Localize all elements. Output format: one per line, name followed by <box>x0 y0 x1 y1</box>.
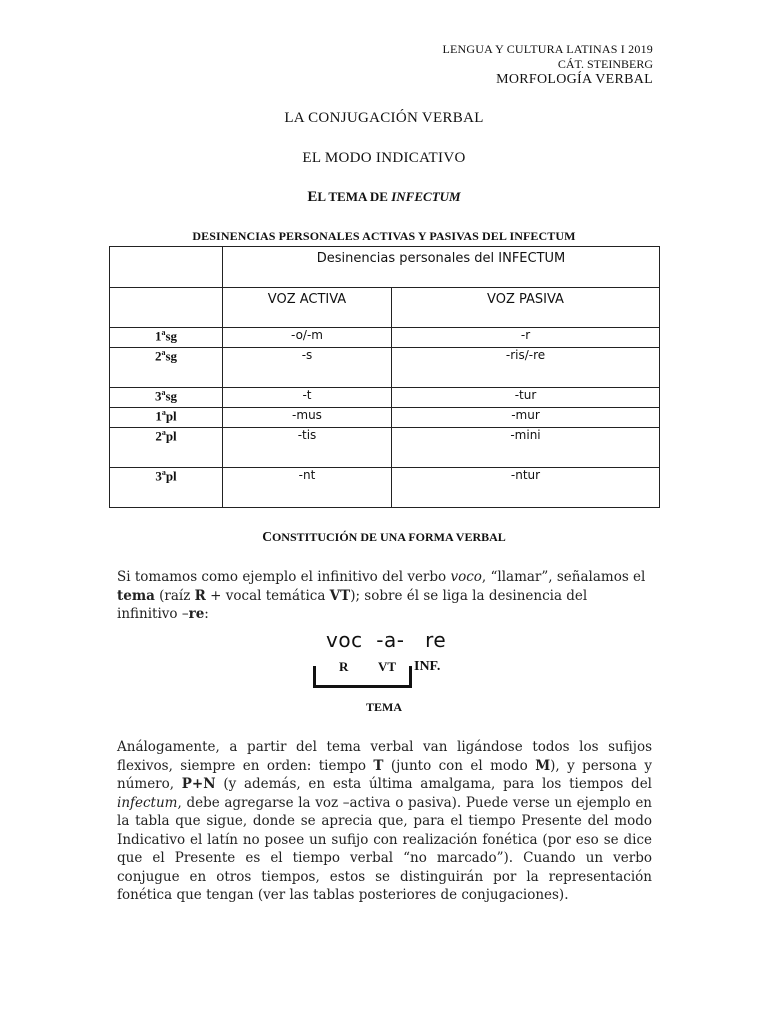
passive-ending: -ntur <box>392 468 660 508</box>
person-cell <box>110 388 223 408</box>
table-row <box>110 388 660 408</box>
tema-title <box>0 189 768 206</box>
p2-text-c: ), y persona y número, <box>117 757 652 792</box>
person-num: 3 <box>155 468 162 484</box>
passive-ending: -mur <box>392 408 660 428</box>
p1-text-f: : <box>204 606 209 622</box>
section-title-initial: C <box>262 529 272 544</box>
person-cell <box>110 408 223 428</box>
person-num: 2 <box>155 428 162 444</box>
table-row <box>110 348 660 388</box>
passive-ending: -tur <box>392 388 660 408</box>
person-cell <box>110 328 223 348</box>
passive-ending: -mini <box>392 428 660 468</box>
table-title: Desinencias personales del INFECTUM <box>223 247 660 288</box>
section-title-rest: ONSTITUCIÓN DE UNA FORMA VERBAL <box>271 530 506 544</box>
person-sup: a <box>161 408 166 417</box>
active-ending: -o/-m <box>223 328 392 348</box>
p2-pn: P+N <box>181 776 216 792</box>
main-title: LA CONJUGACIÓN VERBAL <box>284 110 484 126</box>
p1-re: re <box>188 606 205 622</box>
table-row <box>110 468 660 508</box>
header-topic: MORFOLOGÍA VERBAL <box>496 72 653 87</box>
p1-vt: VT <box>329 587 351 604</box>
person-number: pl <box>165 408 177 424</box>
p1-text-d: + vocal temática <box>205 587 330 604</box>
p1-text-c: (raíz <box>154 587 195 604</box>
person-cell <box>110 348 223 388</box>
p2-t: T <box>373 757 384 774</box>
tema-title-initial: E <box>307 189 318 205</box>
tema-title-rest: L TEMA DE <box>317 189 392 204</box>
person-sup: a <box>161 468 166 477</box>
person-sup: a <box>161 428 166 437</box>
person-num: 3 <box>154 388 162 404</box>
header-chair: CÁT. STEINBERG <box>557 57 653 71</box>
tema-title-italic: INFECTUM <box>391 189 461 204</box>
p2-m: M <box>535 757 551 774</box>
person-number: sg <box>165 348 178 364</box>
label-tema: TEMA <box>366 700 402 714</box>
p2-text-d: (y además, en esta última amalgama, para los tiempos del <box>215 776 652 792</box>
active-ending: -t <box>223 388 392 408</box>
table-caption: DESINENCIAS PERSONALES ACTIVAS Y PASIVAS DEL INFECTUM <box>192 229 576 243</box>
table-corner-cell-2 <box>110 288 223 328</box>
passive-ending: -r <box>392 328 660 348</box>
active-ending: -nt <box>223 468 392 508</box>
p1-r: R <box>194 587 206 604</box>
person-sup: a <box>161 328 166 337</box>
paragraph-analogy <box>117 738 652 905</box>
person-cell <box>110 428 223 468</box>
table-header-row <box>110 288 660 328</box>
col-header-active: VOZ ACTIVA <box>223 288 392 328</box>
p1-text-e: ); sobre él se liga la desinencia del infinitivo – <box>117 587 588 622</box>
p1-text-b: , “llamar”, señalamos el <box>481 569 646 585</box>
person-number: sg <box>165 328 178 344</box>
passive-ending: -ris/-re <box>392 348 660 388</box>
person-sup: a <box>161 348 166 357</box>
mode-title: EL MODO INDICATIVO <box>302 150 466 166</box>
table-row <box>110 428 660 468</box>
person-number: pl <box>165 468 177 484</box>
p2-text-a: Análogamente, a partir del tema verbal van ligándose todos los sufijos flexivos, siempre en orden: tiempo <box>117 739 652 774</box>
label-thematic-vowel: VT <box>378 659 397 674</box>
p2-text-e: , debe agregarse la voz –activa o pasiva). Puede verse un ejemplo en la tabla que sigue, donde se aprecia que, para el tiempo Presente del modo Indicativo el latín no posee un sufijo con realización fonética (por eso se dice que el Presente es el tiempo verbal “no marcado”). Cuando un verbo conjugue en otros tiempos, estos se distinguirán por la representación fonética que tengan (ver las tablas posteriores de conjugaciones). <box>117 794 652 903</box>
person-num: 1 <box>155 408 162 424</box>
p2-infectum: infectum <box>117 794 178 811</box>
table-row <box>110 408 660 428</box>
formula-root: voc <box>326 628 363 652</box>
table-row <box>110 328 660 348</box>
active-ending: -tis <box>223 428 392 468</box>
person-sup: a <box>161 388 166 397</box>
person-number: pl <box>165 428 177 444</box>
formula-vowel: -a- <box>376 628 405 652</box>
person-cell <box>110 468 223 508</box>
col-header-passive: VOZ PASIVA <box>392 288 660 328</box>
person-number: sg <box>165 388 178 404</box>
p1-tema: tema <box>117 587 155 604</box>
section-title-constitution <box>0 529 768 545</box>
person-num: 1 <box>154 328 162 344</box>
active-ending: -s <box>223 348 392 388</box>
table-corner-cell <box>110 247 223 288</box>
desinences-table <box>109 246 660 508</box>
header-course: LENGUA Y CULTURA LATINAS I 2019 <box>442 42 653 56</box>
person-num: 2 <box>154 348 162 364</box>
tema-bracket <box>313 666 412 688</box>
label-infinitive: INF. <box>414 659 441 674</box>
verb-formula <box>326 628 446 652</box>
table-title-row <box>110 247 660 288</box>
p2-text-b: (junto con el modo <box>383 757 536 774</box>
formula-ending: re <box>425 628 447 652</box>
p1-text-a: Si tomamos como ejemplo el infinitivo del verbo <box>117 569 451 585</box>
label-root: R <box>339 659 349 674</box>
active-ending: -mus <box>223 408 392 428</box>
p1-voco: voco <box>450 569 482 585</box>
paragraph-example <box>117 568 652 624</box>
